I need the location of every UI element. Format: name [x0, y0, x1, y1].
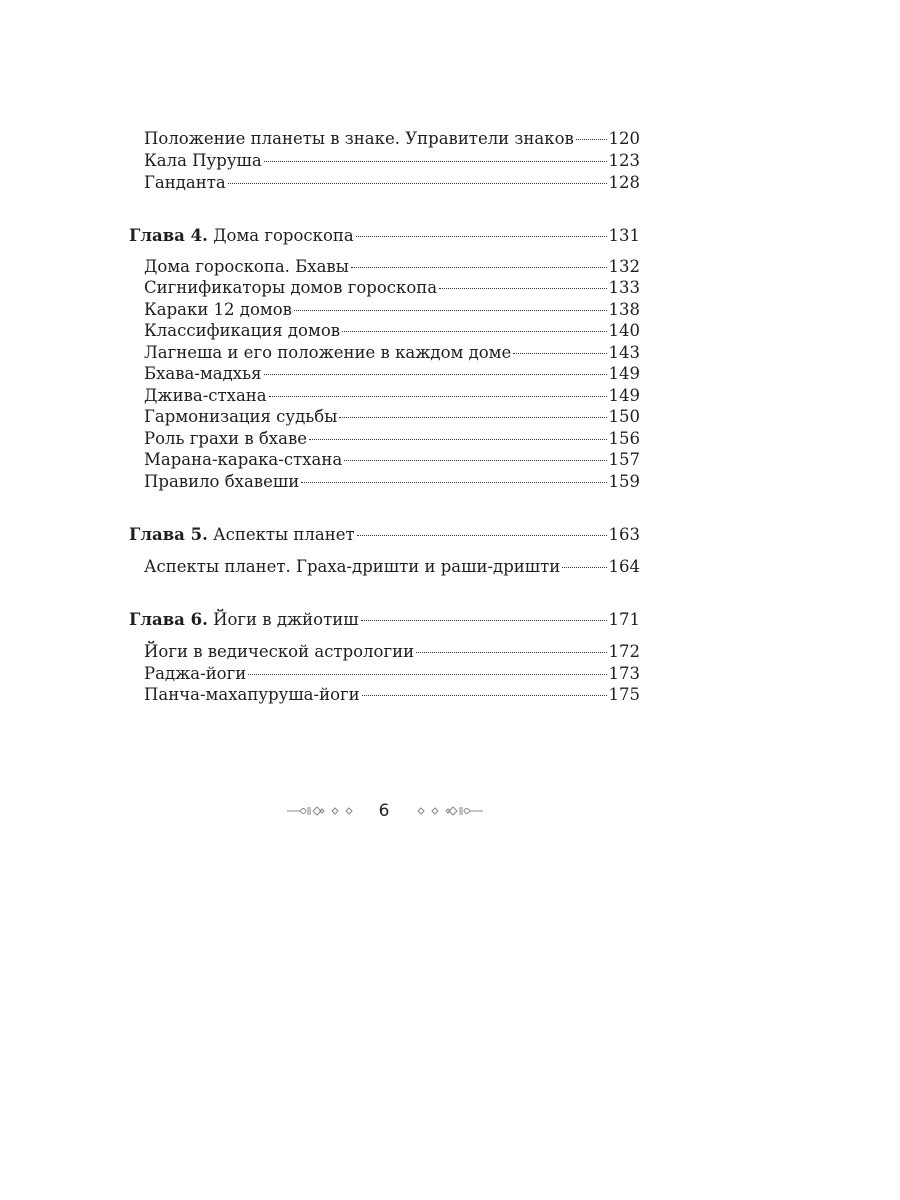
- dot-leader: [416, 652, 606, 653]
- toc-entry[interactable]: [144, 471, 640, 492]
- dot-leader: [264, 161, 607, 162]
- toc-entry-title: Роль грахи в бхаве: [144, 429, 308, 448]
- toc-entry[interactable]: [144, 342, 640, 363]
- toc-entry-page: 150: [608, 407, 640, 426]
- toc-entry-page: 149: [608, 386, 640, 405]
- dot-leader: [339, 417, 606, 418]
- dot-leader: [562, 567, 606, 568]
- toc-entry-page: 140: [608, 321, 640, 340]
- toc-entry-title: Кала Пуруша: [144, 151, 262, 170]
- toc-entry[interactable]: [144, 428, 640, 449]
- dot-leader: [361, 620, 607, 621]
- toc-entry[interactable]: [144, 172, 640, 193]
- toc-entry-title: Лагнеша и его положение в каждом доме: [144, 343, 512, 362]
- dot-leader: [228, 183, 607, 184]
- toc-entry-title: Дома гороскопа. Бхавы: [144, 257, 349, 276]
- toc-entry-page: 138: [608, 300, 640, 319]
- toc-entry-page: 128: [608, 173, 640, 192]
- dot-leader: [362, 695, 607, 696]
- toc-chapter-6[interactable]: [129, 609, 640, 630]
- toc-entry-page: 156: [608, 429, 640, 448]
- toc-entry[interactable]: [144, 277, 640, 298]
- dot-leader: [294, 310, 607, 311]
- toc-entry-title: Джива-стхана: [144, 386, 267, 405]
- toc-entry-title: Марана-карака-стхана: [144, 450, 343, 469]
- right-ornament-icon: [414, 804, 484, 818]
- dot-leader: [513, 353, 606, 354]
- toc-entry-page: 172: [608, 642, 640, 661]
- toc-entry[interactable]: [144, 556, 640, 577]
- toc-entry[interactable]: [144, 256, 640, 277]
- toc-entry-page: 133: [608, 278, 640, 297]
- toc-entry-page: 143: [608, 343, 640, 362]
- toc-entry-title: Классификация домов: [144, 321, 341, 340]
- toc-chapter-title: [129, 609, 359, 630]
- chapter-label: Глава 6.: [129, 610, 208, 629]
- toc-entry[interactable]: [144, 684, 640, 705]
- toc-entry-title: Правило бхавеши: [144, 472, 300, 491]
- toc-entry-title: Гармонизация судьбы: [144, 407, 338, 426]
- toc-entry-title: Йоги в ведической астрологии: [144, 642, 415, 661]
- dot-leader: [309, 439, 606, 440]
- dot-leader: [301, 482, 606, 483]
- page-number: 6: [378, 801, 390, 821]
- toc-entry[interactable]: [144, 385, 640, 406]
- toc-chapter-page: 163: [608, 525, 640, 544]
- toc-entry-title: Аспекты планет. Граха-дришти и раши-дришти: [144, 557, 561, 576]
- toc-entry-page: 175: [608, 685, 640, 704]
- dot-leader: [351, 267, 607, 268]
- toc-entry-page: 149: [608, 364, 640, 383]
- toc-entry[interactable]: [144, 641, 640, 662]
- dot-leader: [439, 288, 606, 289]
- toc-entry-title: Положение планеты в знаке. Управители знаков: [144, 129, 574, 148]
- toc-entry-title: Сигнификаторы домов гороскопа: [144, 278, 438, 297]
- toc-entry-title: Ганданта: [144, 173, 226, 192]
- toc-entry-title: Панча-махапуруша-йоги: [144, 685, 360, 704]
- toc-entry[interactable]: [144, 449, 640, 470]
- toc-entry-title: Караки 12 домов: [144, 300, 292, 319]
- chapter-title-text: Йоги в джйотиш: [213, 610, 359, 629]
- toc-chapter-title: [129, 225, 354, 246]
- toc-entry-page: 164: [608, 557, 640, 576]
- toc-entry-page: 159: [608, 472, 640, 491]
- dot-leader: [248, 674, 606, 675]
- toc-chapter-5[interactable]: [129, 524, 640, 545]
- toc-chapter-page: 171: [608, 610, 640, 629]
- page-footer: [0, 800, 900, 824]
- toc-entry-title: Раджа-йоги: [144, 664, 247, 683]
- toc-entry[interactable]: [144, 320, 640, 341]
- toc-chapter-title: [129, 524, 355, 545]
- dot-leader: [264, 374, 607, 375]
- toc-entry[interactable]: [144, 663, 640, 684]
- toc-entry-page: 157: [608, 450, 640, 469]
- toc-entry-page: 120: [608, 129, 640, 148]
- toc-entry[interactable]: [144, 128, 640, 149]
- toc-chapter-4[interactable]: [129, 225, 640, 246]
- chapter-label: Глава 5.: [129, 525, 208, 544]
- toc-entry[interactable]: [144, 363, 640, 384]
- left-ornament-icon: [286, 804, 356, 818]
- toc-entry-title: Бхава-мадхья: [144, 364, 262, 383]
- dot-leader: [576, 139, 607, 140]
- toc-entry[interactable]: [144, 406, 640, 427]
- dot-leader: [269, 396, 607, 397]
- toc-entry-page: 123: [608, 151, 640, 170]
- toc-entry-page: 173: [608, 664, 640, 683]
- toc-entry[interactable]: [144, 299, 640, 320]
- dot-leader: [342, 331, 606, 332]
- chapter-title-text: Дома гороскопа: [213, 226, 354, 245]
- toc-chapter-page: 131: [608, 226, 640, 245]
- dot-leader: [344, 460, 606, 461]
- dot-leader: [357, 535, 607, 536]
- toc-entry[interactable]: [144, 150, 640, 171]
- dot-leader: [356, 236, 607, 237]
- chapter-title-text: Аспекты планет: [213, 525, 355, 544]
- chapter-label: Глава 4.: [129, 226, 208, 245]
- toc-entry-page: 132: [608, 257, 640, 276]
